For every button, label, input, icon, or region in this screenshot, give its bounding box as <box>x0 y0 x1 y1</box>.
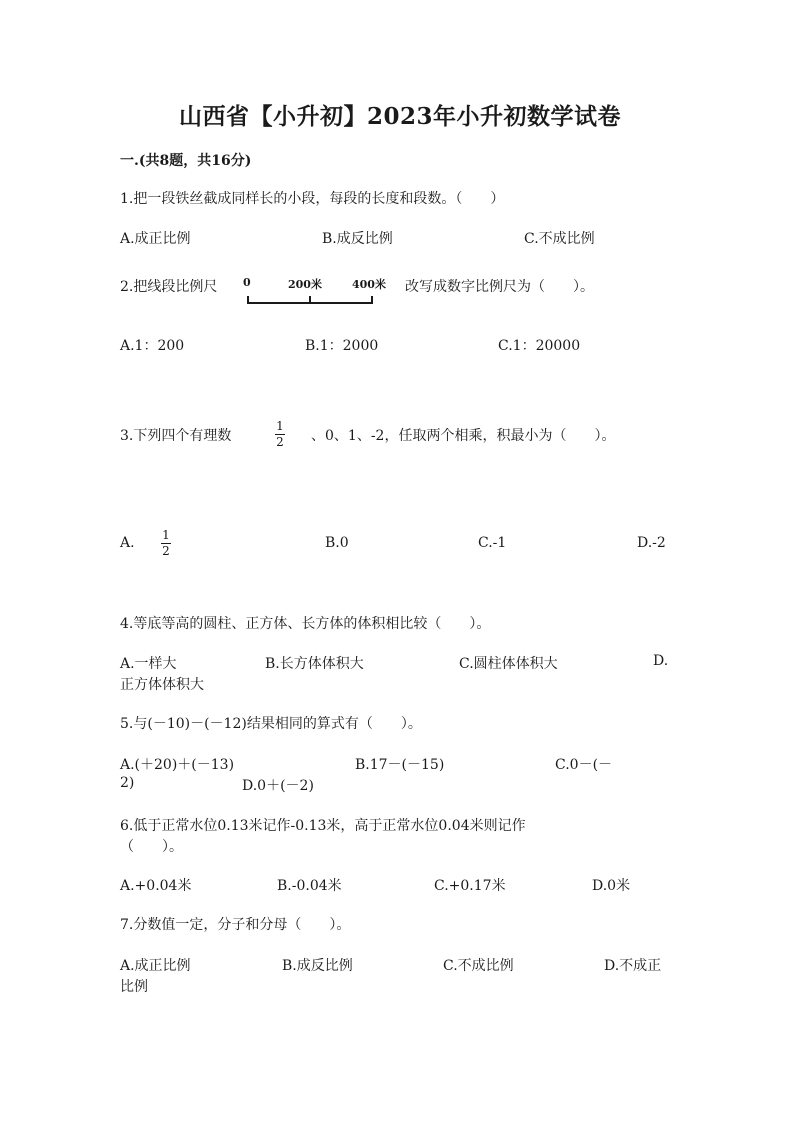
option-c: C.圆柱体体积大 <box>459 656 558 672</box>
fraction-denominator: 2 <box>162 544 170 558</box>
scale-bar <box>240 272 400 310</box>
option-a: A.+0.04米 <box>120 878 192 894</box>
page-title: 山西省【小升初】2023年小升初数学试卷 <box>178 103 621 130</box>
option-b: B.长方体体积大 <box>265 656 364 672</box>
scale-label-400: 400米 <box>352 278 386 291</box>
option-d: D.-2 <box>637 535 666 551</box>
question-text: 7.分数值一定，分子和分母（ ）。 <box>120 917 351 933</box>
option-b: B.0 <box>325 535 349 551</box>
fraction-numerator: 1 <box>162 528 170 542</box>
question-text: 5.与(－10)－(－12)结果相同的算式有（ ）。 <box>120 716 422 732</box>
question-text-suffix: 、0、1、-2，任取两个相乘，积最小为（ ）。 <box>311 428 616 444</box>
option-a: A.成正比例 <box>120 231 191 247</box>
option-b: B.成反比例 <box>322 231 393 247</box>
scale-label-0: 0 <box>243 276 251 289</box>
option-d: D.0＋(－2) <box>242 778 314 794</box>
section-heading: 一.(共8题，共16分) <box>120 153 252 169</box>
option-b: B.17－(－15) <box>355 757 445 773</box>
option-d-wrap: 比例 <box>120 979 148 995</box>
question-text-wrap: （ ）。 <box>120 839 183 855</box>
option-d: D. <box>653 653 669 669</box>
option-a-fraction <box>161 529 171 558</box>
option-d: D.不成正 <box>604 958 662 974</box>
option-c-wrap: 2) <box>120 775 135 791</box>
option-b: B.1：2000 <box>305 338 379 354</box>
option-a: A. <box>120 535 135 551</box>
fraction-denominator: 2 <box>276 435 284 449</box>
option-c: C.+0.17米 <box>434 878 506 894</box>
option-d-wrap: 正方体体积大 <box>120 677 204 693</box>
option-b: B.-0.04米 <box>277 878 342 894</box>
option-c: C.0－(－ <box>555 757 613 773</box>
option-a: A.成正比例 <box>120 958 191 974</box>
option-c: C.不成比例 <box>524 231 595 247</box>
fraction-half <box>275 420 285 449</box>
question-text: 6.低于正常水位0.13米记作-0.13米，高于正常水位0.04米则记作 <box>120 818 526 834</box>
option-d: D.0米 <box>592 878 631 894</box>
question-text: 1.把一段铁丝截成同样长的小段，每段的长度和段数。（ ） <box>120 191 505 207</box>
option-a: A.1：200 <box>120 338 185 354</box>
scale-label-200: 200米 <box>288 278 322 291</box>
option-c: C.不成比例 <box>443 958 514 974</box>
option-c: C.1：20000 <box>498 338 581 354</box>
fraction-numerator: 1 <box>276 419 284 433</box>
question-text: 3.下列四个有理数 <box>120 428 232 444</box>
option-a: A.(＋20)＋(－13) <box>120 757 235 773</box>
question-text: 2.把线段比例尺 <box>120 279 218 295</box>
line-segment-scale <box>240 272 400 310</box>
option-b: B.成反比例 <box>282 958 353 974</box>
option-a: A.一样大 <box>120 656 177 672</box>
question-text-suffix: 改写成数字比例尺为（ ）。 <box>405 279 594 295</box>
question-text: 4.等底等高的圆柱、正方体、长方体的体积相比较（ ）。 <box>120 616 491 632</box>
option-c: C.-1 <box>478 535 507 551</box>
